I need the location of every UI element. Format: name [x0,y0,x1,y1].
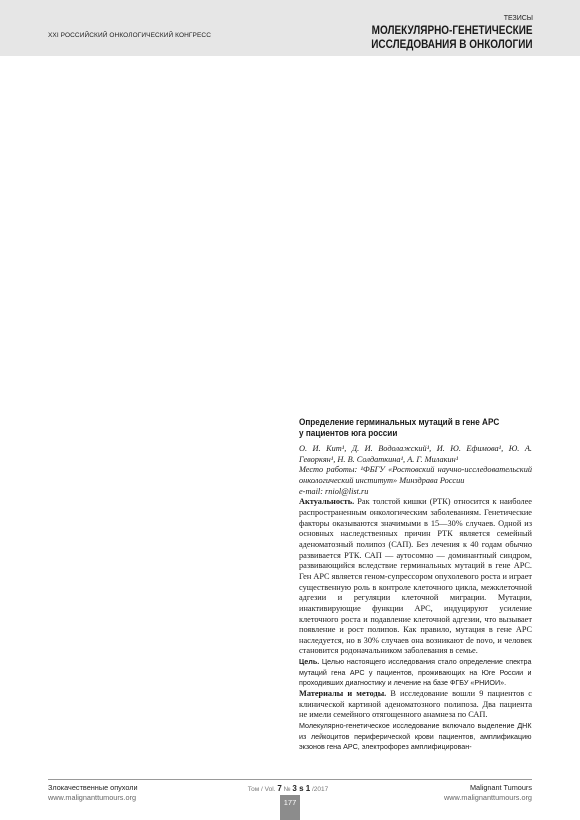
methods-paragraph-2: Молекулярно-генетическое исследование включало выделение ДНК из лейкоцитов периферической крови пациентов, амплификацию экзонов гена APC, электрофорез амплифицирован- [299,721,532,752]
congress-name: XXI РОССИЙСКИЙ ОНКОЛОГИЧЕСКИЙ КОНГРЕСС [48,32,211,39]
journal-url-right[interactable]: www.malignanttumours.org [443,792,532,802]
section-title-line1: МОЛЕКУЛЯРНО-ГЕНЕТИЧЕСКИЕ [372,24,533,37]
article-authors: О. И. Кит¹, Д. И. Водолажский¹, И. Ю. Ефимова¹, Ю. А. Геворкян¹, Н. В. Солдаткина¹, А. Г. Милакин¹ [299,444,532,464]
issue-prefix: № [283,786,291,793]
article-title-line2: у пациентов юга россии [299,428,398,438]
relevance-paragraph [299,497,532,657]
volume-year: /2017 [312,786,329,793]
issue-number: 3 s 1 [292,784,311,793]
relevance-label: Актуальность. [299,497,355,507]
volume-number: 7 [277,784,282,793]
relevance-text: Рак толстой кишки (РТК) относится к наиболее распространенным онкологическим заболеваниям. Генетические факторы оказываются значимыми в 15—30% случаев. Одной из основных наследственных причин РТК является семейный аденоматозный полипоз (САП). Без лечения к 40 годам обычно развивается РТК. САП — аутосомно — доминантный синдром, развивающийся вследствие герминальных мутаций в гене APC. Ген APC является геном-супрессором опухолевого роста и играет существенную роль в контроле клеточного цикла, межклеточной адгезии и регуляции клеточной миграции. Мутации, инактивирующие функции APC, индуцируют усиление клеточного роста и подавление клеточной адгезии, что вызывает появление и рост полипов. Как правило, мутация в гене APC наследуется, но в 30% случаев она возникают de novo, и человек становится родоначальником заболевания в семье. [299,497,532,656]
methods-label: Материалы и методы. [299,689,387,699]
article-title [299,417,509,439]
methods-paragraph [299,689,532,721]
footer-left [48,783,138,802]
footer-right [444,783,532,802]
page-number: 177 [283,798,297,807]
article-email: e-mail: rniol@list.ru [299,486,369,496]
aim-label: Цель. [299,657,320,667]
methods-text: В исследование вошли 9 пациентов с клинической картиной аденоматозного полипоза. Два пациента не имели семейного отягощенного анамнеза по САП. [299,689,532,720]
journal-name-ru: Злокачественные опухоли [48,783,138,792]
volume-info [231,784,345,793]
section-label: ТЕЗИСЫ [503,15,533,22]
article-affiliation: Место работы: ¹ФБГУ «Ростовский научно-исследовательский онкологический институт» Минздрава России [299,465,532,485]
section-title-line2: ИССЛЕДОВАНИЯ В ОНКОЛОГИИ [371,37,533,51]
journal-name-en: Malignant Tumours [469,783,532,792]
article-title-line1: Определение герминальных мутаций в гене APC [299,417,500,427]
aim-paragraph [299,657,532,689]
footer-divider [48,779,532,780]
aim-text: Целью настоящего исследования стало определение спектра мутаций гена APC у пациентов, проживающих на Юге России и проходивших диагностику и лечение на базе ФГБУ «РНИОИ». [299,657,532,688]
section-header [345,15,533,51]
page-number-tab [280,795,300,820]
journal-url-left[interactable]: www.malignanttumours.org [48,792,137,802]
volume-prefix: Том / Vol. [247,786,276,793]
article [299,417,532,753]
